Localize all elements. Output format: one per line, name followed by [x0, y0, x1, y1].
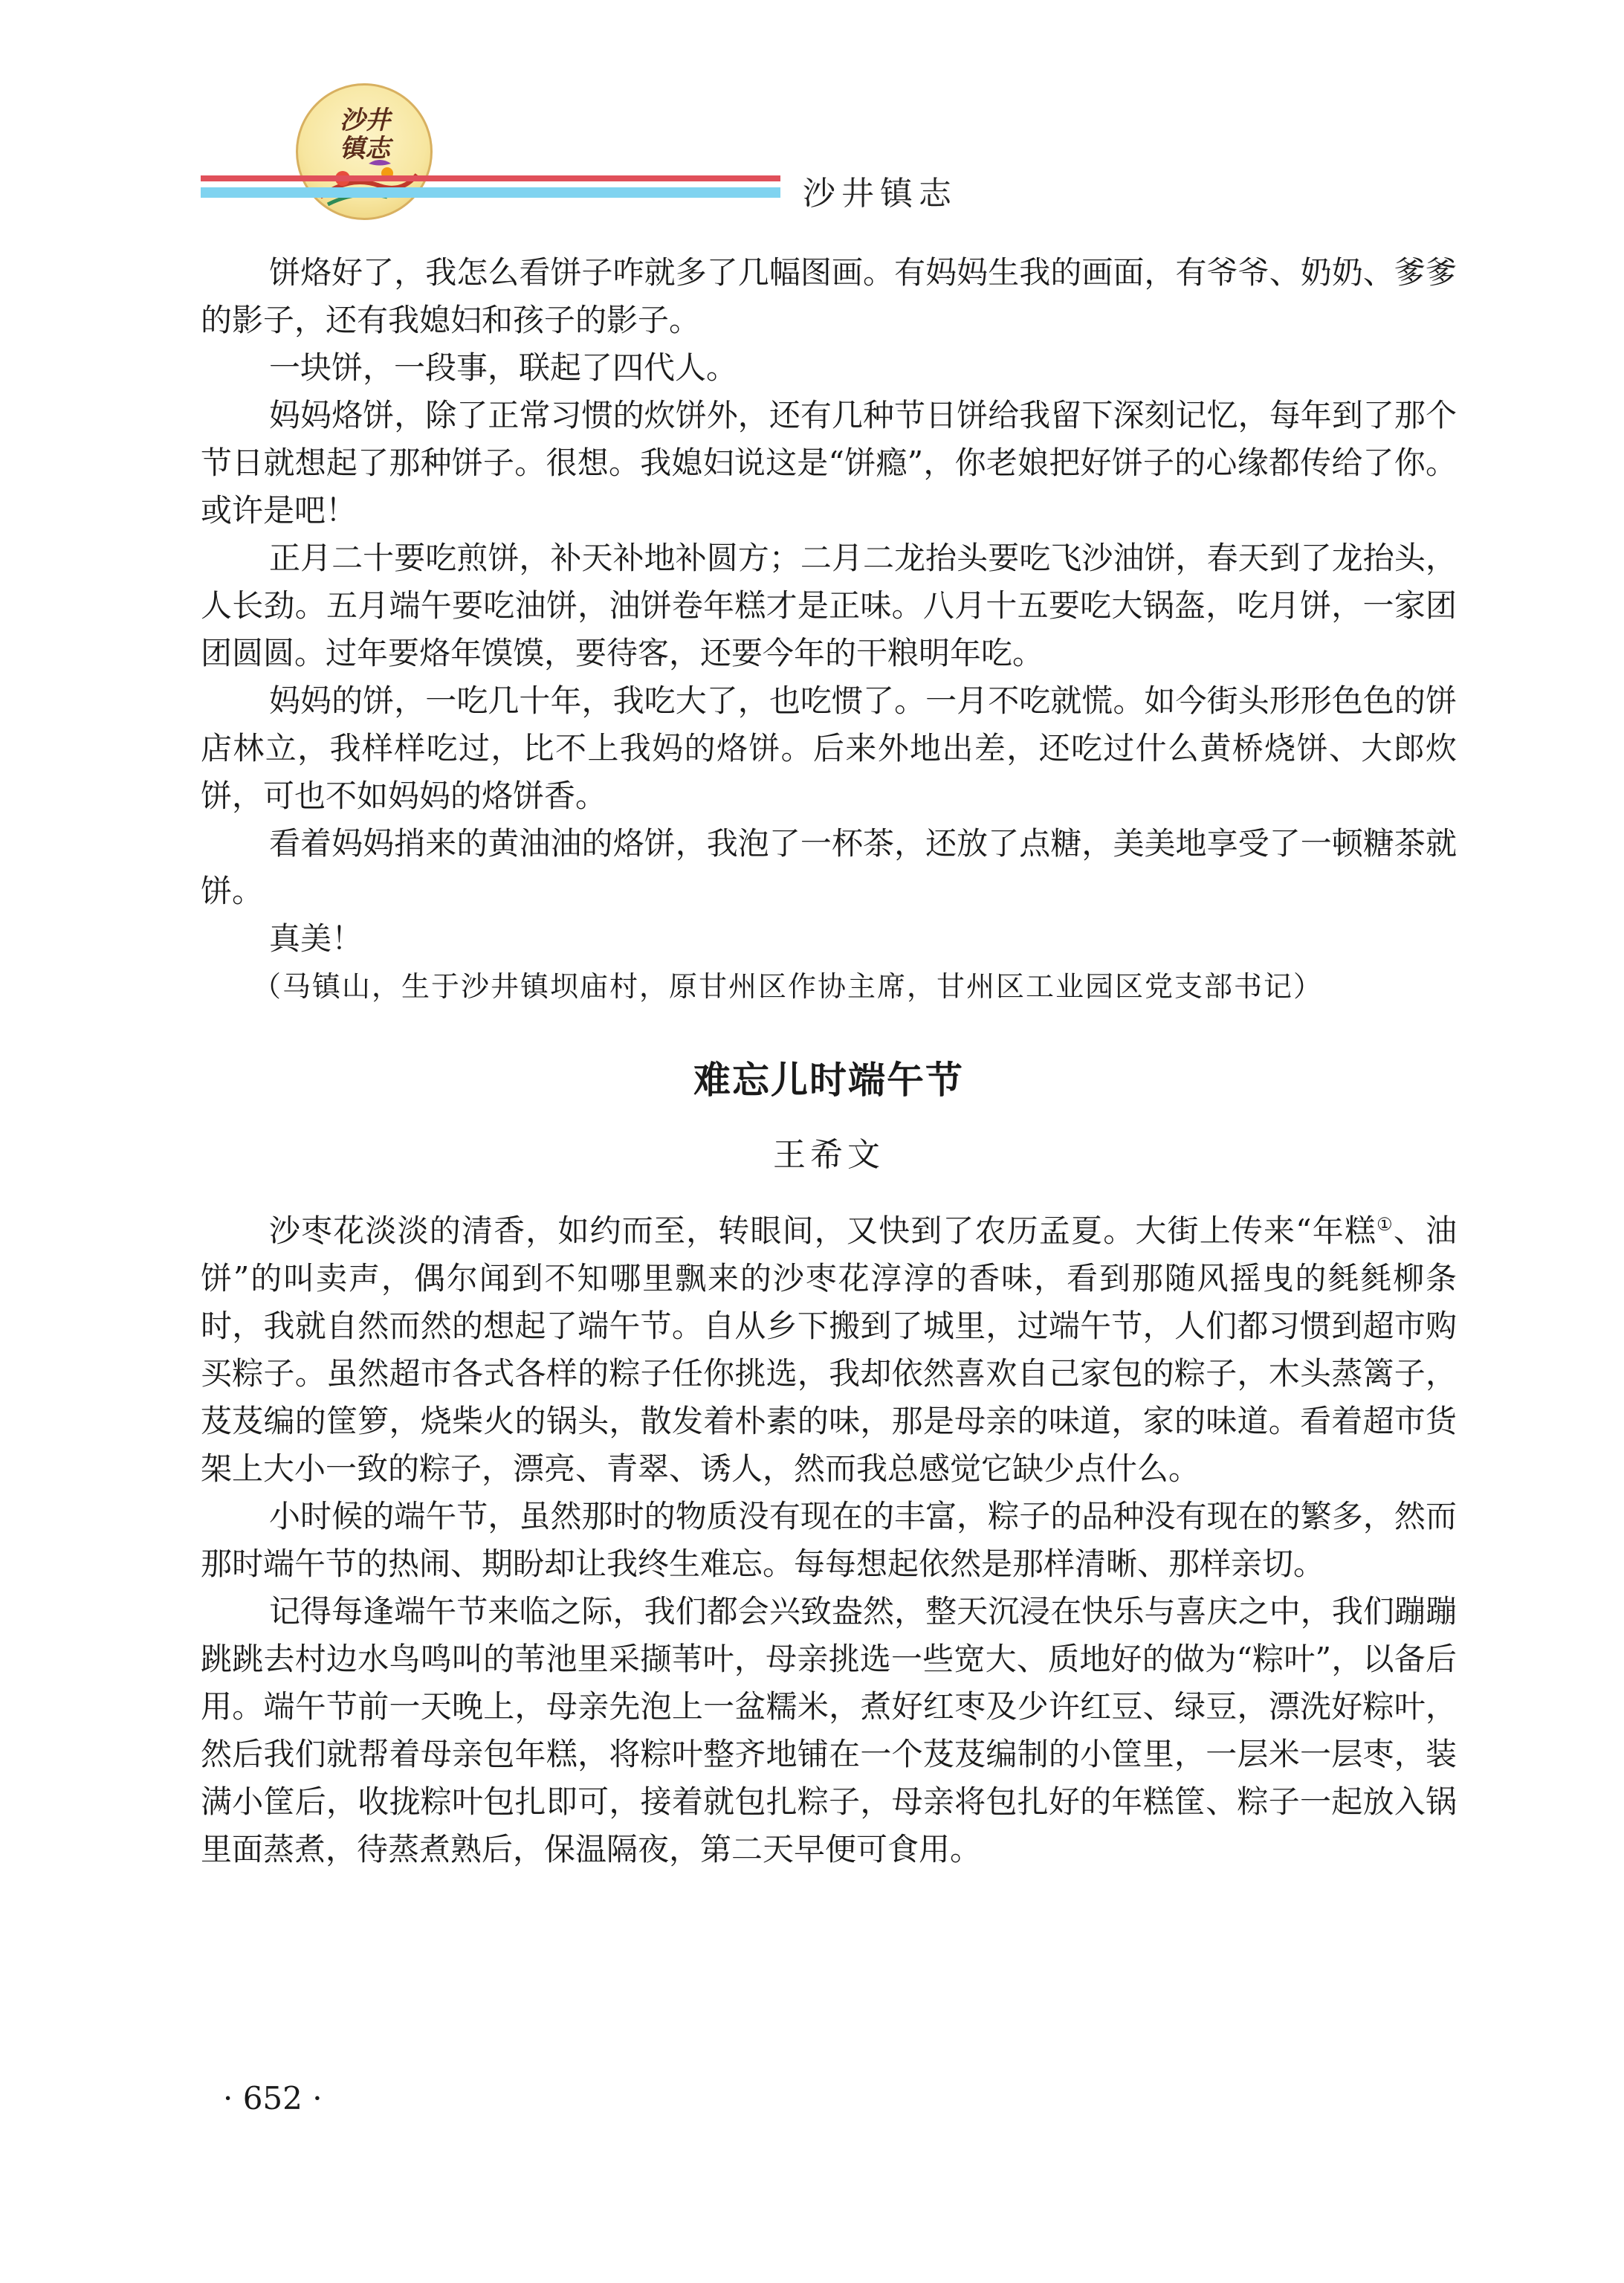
- paragraph: 看着妈妈捎来的黄油油的烙饼，我泡了一杯茶，还放了点糖，美美地享受了一顿糖茶就饼。: [201, 825, 1457, 909]
- paragraph: 小时候的端午节，虽然那时的物质没有现在的丰富，粽子的品种没有现在的繁多，然而那时端午节的热闹、期盼却让我终生难忘。每每想起依然是那样清晰、那样亲切。: [201, 1498, 1457, 1582]
- paragraph: 正月二十要吃煎饼，补天补地补圆方；二月二龙抬头要吃飞沙油饼，春天到了龙抬头，人长劲。五月端午要吃油饼，油饼卷年糕才是正味。八月十五要吃大锅盔，吃月饼，一家团团圆圆。过年要烙年馍馍，要待客，还要今年的干粮明年吃。: [201, 540, 1457, 671]
- paragraph: 妈妈烙饼，除了正常习惯的炊饼外，还有几种节日饼给我留下深刻记忆，每年到了那个节日就想起了那种饼子。很想。我媳妇说这是“饼瘾”，你老娘把好饼子的心缘都传给了你。或许是吧！: [201, 397, 1457, 529]
- paragraph: 真美！: [269, 920, 363, 957]
- paragraph: 一块饼，一段事，联起了四代人。: [269, 349, 738, 386]
- paragraph: [201, 1201, 1457, 1493]
- paragraph: 记得每逢端午节来临之际，我们都会兴致盎然，整天沉浸在快乐与喜庆之中，我们蹦蹦跳跳去村边水鸟鸣叫的苇池里采撷苇叶，母亲挑选一些宽大、质地好的做为“粽叶”，以备后用。端午节前一天晚上，母亲先泡上一盆糯米，煮好红枣及少许红豆、绿豆，漂洗好粽叶，然后我们就帮着母亲包年糕，将粽叶整齐地铺在一个芨芨编制的小筐里，一层米一层枣，装满小筐后，收拢粽叶包扎即可，接着就包扎粽子，母亲将包扎好的年糕筐、粽子一起放入锅里面蒸煮，待蒸煮熟后，保温隔夜，第二天早便可食用。: [201, 1593, 1457, 1867]
- journal-logo: [296, 83, 433, 220]
- footnote-marker: ①: [1376, 1214, 1394, 1235]
- article-author: 王希文: [773, 1136, 884, 1174]
- paragraph-text: 沙枣花淡淡的清香，如约而至，转眼间，又快到了农历孟夏。大街上传来“年糕: [269, 1212, 1377, 1249]
- paragraph: 妈妈的饼，一吃几十年，我吃大了，也吃惯了。一月不吃就慌。如今街头形形色色的饼店林立，我样样吃过，比不上我妈的烙饼。后来外地出差，还吃过什么黄桥烧饼、大郎炊饼，可也不如妈妈的烙饼香。: [201, 682, 1457, 814]
- article-title: 难忘儿时端午节: [693, 1058, 964, 1102]
- header-rule-red: [201, 175, 780, 181]
- journal-title: 沙井镇志: [803, 175, 957, 213]
- page-number: · 652 ·: [223, 2080, 323, 2116]
- paragraph: 饼烙好了，我怎么看饼子咋就多了几幅图画。有妈妈生我的画面，有爷爷、奶奶、爹爹的影子，还有我媳妇和孩子的影子。: [201, 254, 1457, 338]
- page-header: [0, 0, 1624, 223]
- author-note: （马镇山，生于沙井镇坝庙村，原甘州区作协主席，甘州区工业园区党支部书记）: [253, 970, 1324, 1003]
- page-content: [201, 249, 1457, 1873]
- logo-text-line2: 镇志: [340, 134, 390, 164]
- header-rule-blue: [201, 187, 780, 198]
- paragraph-text: 、油饼”的叫卖声，偶尔闻到不知哪里飘来的沙枣花淳淳的香味，看到那随风摇曳的毵毵柳条时，我就自然而然的想起了端午节。自从乡下搬到了城里，过端午节，人们都习惯到超市购买粽子。虽然超市各式各样的粽子任你挑选，我却依然喜欢自己家包的粽子，木头蒸篱子，芨芨编的筐箩，烧柴火的锅头，散发着朴素的味，那是母亲的味道，家的味道。看着超市货架上大小一致的粽子，漂亮、青翠、诱人，然而我总感觉它缺少点什么。: [201, 1212, 1457, 1487]
- logo-text-line1: 沙井: [340, 106, 390, 135]
- logo-text: [328, 106, 402, 163]
